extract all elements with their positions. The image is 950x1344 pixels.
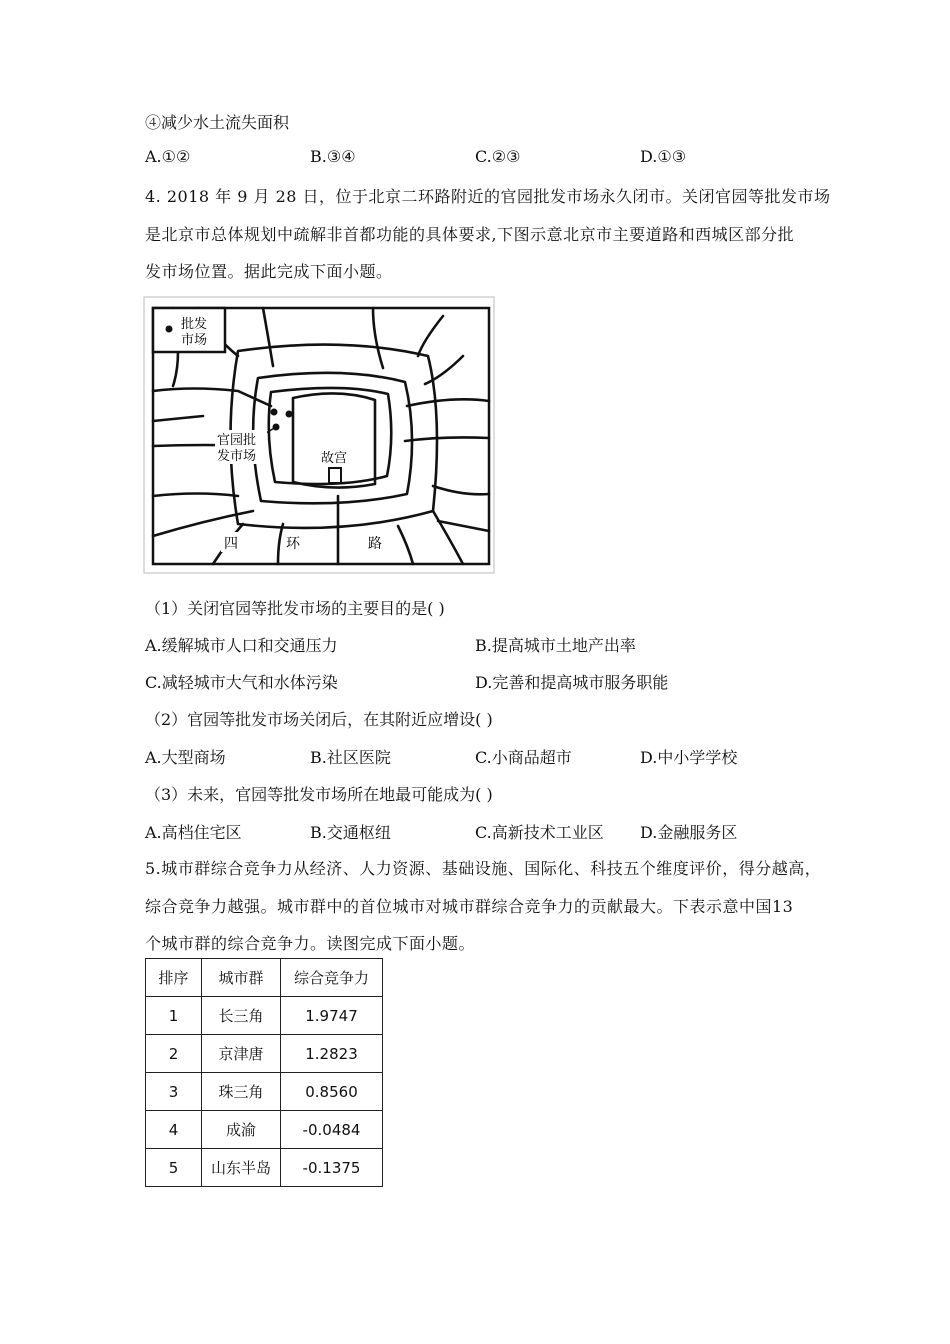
score-cell: 0.8560 (281, 1073, 383, 1111)
market-dot (286, 411, 293, 418)
option-c[interactable]: C.②③ (475, 147, 521, 166)
legend-market-dot (166, 326, 173, 333)
q5-intro-line-1: 5.城市群综合竞争力从经济、人力资源、基础设施、国际化、科技五个维度评价，得分越高， (145, 859, 822, 878)
sub3-option-c[interactable]: C.高新技术工业区 (475, 823, 604, 842)
guanyuan-label-2: 发市场 (217, 449, 257, 464)
q4-intro-line-1: 4. 2018 年 9 月 28 日，位于北京二环路附近的官园批发市场永久闭市。关闭官园等批发市场 (145, 187, 831, 206)
option-a[interactable]: A.①② (145, 147, 191, 166)
sub3-option-a[interactable]: A.高档住宅区 (145, 823, 242, 842)
legend-label-2: 市场 (181, 333, 208, 348)
city-cell: 珠三角 (202, 1073, 281, 1111)
city-cell: 长三角 (202, 997, 281, 1035)
rank-cell: 3 (146, 1073, 202, 1111)
table-row (146, 1149, 383, 1187)
sub-question-1: （1）关闭官园等批发市场的主要目的是( ) (145, 599, 445, 618)
sub3-option-d[interactable]: D.金融服务区 (640, 823, 738, 842)
palace-label: 故宫 (321, 451, 348, 466)
sub3-option-b[interactable]: B.交通枢纽 (310, 823, 391, 842)
score-cell: -0.0484 (281, 1111, 383, 1149)
option-b[interactable]: B.③④ (310, 147, 356, 166)
rank-cell: 1 (146, 997, 202, 1035)
city-cell: 山东半岛 (202, 1149, 281, 1187)
rank-cell: 5 (146, 1149, 202, 1187)
option-d[interactable]: D.①③ (640, 147, 687, 166)
q5-intro-line-2: 综合竞争力越强。城市群中的首位城市对城市群综合竞争力的贡献最大。下表示意中国13 (145, 897, 794, 916)
sub1-option-b[interactable]: B.提高城市土地产出率 (475, 636, 636, 655)
ring-label-3: 路 (368, 536, 382, 552)
score-cell: 1.9747 (281, 997, 383, 1035)
col-header-score: 综合竞争力 (281, 959, 383, 997)
table-header-row (146, 959, 383, 997)
beijing-road-map (143, 296, 495, 574)
sub2-option-d[interactable]: D.中小学学校 (640, 748, 738, 767)
table-row (146, 997, 383, 1035)
sub2-option-c[interactable]: C.小商品超市 (475, 748, 572, 767)
q4-intro-line-2: 是北京市总体规划中疏解非首都功能的具体要求,下图示意北京市主要道路和西城区部分批 (145, 225, 795, 244)
ring-label-2: 环 (286, 536, 300, 552)
table-row (146, 1035, 383, 1073)
col-header-rank: 排序 (146, 959, 202, 997)
sub-question-2: （2）官园等批发市场关闭后，在其附近应增设( ) (145, 710, 493, 729)
sub2-option-a[interactable]: A.大型商场 (145, 748, 226, 767)
sub1-option-d[interactable]: D.完善和提高城市服务职能 (475, 673, 669, 692)
sub1-option-c[interactable]: C.减轻城市大气和水体污染 (145, 673, 338, 692)
sub2-option-b[interactable]: B.社区医院 (310, 748, 391, 767)
competitiveness-table (145, 958, 383, 1187)
table-row (146, 1111, 383, 1149)
table-row (146, 1073, 383, 1111)
rank-cell: 2 (146, 1035, 202, 1073)
market-dot (271, 409, 278, 416)
legend-label-1: 批发 (181, 317, 208, 332)
score-cell: 1.2823 (281, 1035, 383, 1073)
score-cell: -0.1375 (281, 1149, 383, 1187)
sub-question-3: （3）未来，官园等批发市场所在地最可能成为( ) (145, 785, 493, 804)
ring-label-1: 四 (224, 536, 238, 552)
statement-4: ④减少水土流失面积 (145, 113, 290, 132)
palace-icon (329, 468, 341, 483)
col-header-city-cluster: 城市群 (202, 959, 281, 997)
q5-intro-line-3: 个城市群的综合竞争力。读图完成下面小题。 (145, 934, 476, 953)
sub1-option-a[interactable]: A.缓解城市人口和交通压力 (145, 636, 338, 655)
q4-intro-line-3: 发市场位置。据此完成下面小题。 (145, 262, 393, 281)
rank-cell: 4 (146, 1111, 202, 1149)
city-cell: 成渝 (202, 1111, 281, 1149)
guanyuan-label-1: 官园批 (217, 433, 257, 448)
city-cell: 京津唐 (202, 1035, 281, 1073)
